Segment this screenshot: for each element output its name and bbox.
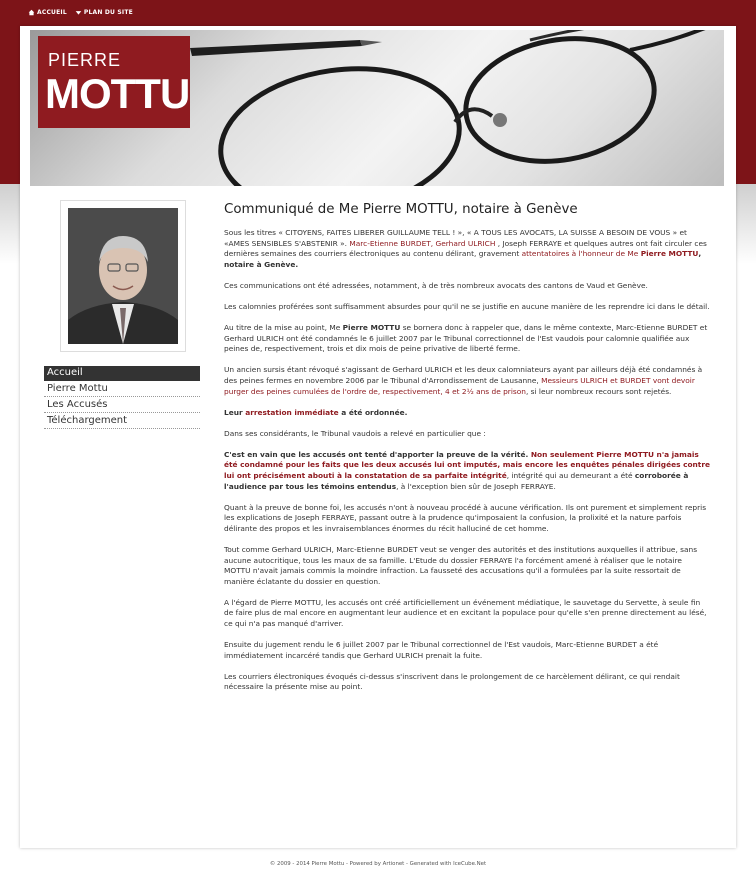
- menu-item-accueil[interactable]: Accueil: [44, 366, 200, 381]
- paragraph-3: Les calomnies proférées sont suffisamment absurdes pour qu'il ne se justifie en aucune manière de les reprendre ici dans le détail.: [224, 301, 710, 311]
- text: C'est en vain que les accusés ont tenté d'apporter la preuve de la vérité.: [224, 449, 531, 459]
- name-highlight: Pierre MOTTU: [342, 323, 401, 333]
- portrait-photo: [68, 208, 178, 344]
- site-logo[interactable]: [38, 36, 190, 128]
- home-icon: [28, 9, 35, 16]
- home-link-label: ACCUEIL: [37, 8, 67, 16]
- paragraph-8: [224, 450, 710, 492]
- top-navigation: [28, 6, 133, 18]
- paragraph-10: Tout comme Gerhard ULRICH, Marc-Etienne BURDET veut se venger des autorités et des institutions auxquelles il attribue, sans aucune autocritique, tous les maux de sa famille. L'Etude du dossier FERRAYE l'a forcément amené à réaliser que le notaire MOTTU n'avait jamais commis la moindre infraction. La fausseté des accusations qu'il a formulées par la suite ressortait de manière éclatante du dossier en question.: [224, 544, 698, 586]
- name-highlight: Pierre MOTTU: [640, 249, 699, 259]
- header-banner: [30, 30, 724, 186]
- sitemap-icon: [75, 9, 82, 16]
- witness-highlight: corroborée à l'audience par tous les témoins entendus: [224, 471, 689, 491]
- home-link[interactable]: [28, 9, 67, 16]
- paragraph-6: [224, 408, 710, 419]
- honour-link[interactable]: attentatoires à l'honneur de Me: [521, 249, 641, 259]
- text: , si leur nombreux recours sont rejetés.: [525, 386, 672, 396]
- text: , notaire à Genève.: [224, 249, 702, 269]
- integrity-highlight: Non seulement Pierre MOTTU n'a jamais été condamné pour les faits que les deux accusés lui ont imputés, mais encore les enquêtes pénales dirigées contre lui ont précisément abouti à la constatation de sa parfaite intégrité: [224, 449, 710, 480]
- portrait-frame: [60, 200, 186, 352]
- footer: © 2009 - 2014 Pierre Mottu - Powered by Artionet - Generated with IceCube.Net: [269, 861, 487, 867]
- text: se bornera donc à rappeler que, dans le même contexte, Marc-Etienne BURDET et Gerhard ULRICH ont été condamnés le 6 juillet 2007 par le Tribunal correctionnel de l'Est vaudois pour calomnie qualifiée aux peines de, respectivement, trois et dix mois de peine privative de liberté ferme.: [224, 323, 708, 354]
- article: [224, 202, 710, 704]
- arrest-link[interactable]: arrestation immédiate: [245, 407, 339, 417]
- paragraph-4: [224, 323, 710, 355]
- paragraph-7: Dans ses considérants, le Tribunal vaudois a relevé en particulier que :: [224, 428, 486, 438]
- logo-first-name: PIERRE: [48, 50, 122, 70]
- accused-link[interactable]: Marc-Etienne BURDET, Gerhard ULRICH: [349, 238, 496, 248]
- text: a été ordonnée.: [338, 407, 408, 417]
- page-container: [20, 26, 736, 848]
- paragraph-9: Quant à la preuve de bonne foi, les accusés n'ont à nouveau procédé à aucune vérification. Ils ont purement et simplement repris les explications de Joseph FERRAYE, passant outre à la prudence qu'imposaient la confusion, la prolixité et la nature parfois délirante des propos et les invraisemblances énormes du récit halluciné de cet homme.: [224, 502, 707, 533]
- sentence-link[interactable]: Messieurs ULRICH et BURDET vont devoir purger des peines cumulées de l'ordre de, respectivement, 4 et 2½ ans de prison: [224, 375, 695, 396]
- paragraph-1: [224, 228, 710, 270]
- menu-item-les-accuses[interactable]: Les Accusés: [44, 398, 200, 413]
- text: Un ancien sursis étant révoqué s'agissant de Gerhard ULRICH et les deux calomniateurs ayant par ailleurs déjà été condamnés à des peines fermes en novembre 2006 par le Tribunal d'Arrondissement de Lausanne,: [224, 365, 703, 385]
- menu-item-telechargement[interactable]: Téléchargement: [44, 414, 200, 429]
- text: , intégrité qui au demeurant a été: [506, 471, 635, 480]
- text: , Joseph FERRAYE et quelques autres ont fait circuler ces dernières semaines des courriers électroniques au contenu délirant, gravement: [224, 238, 707, 259]
- paragraph-5: [224, 365, 710, 397]
- portrait-illustration: [68, 208, 178, 344]
- text: Au titre de la mise au point, Me: [224, 323, 343, 333]
- text: , à l'exception bien sûr de Joseph FERRAYE.: [396, 481, 556, 491]
- logo-last-name: MOTTU: [45, 70, 190, 117]
- paragraph-12: Ensuite du jugement rendu le 6 juillet 2007 par le Tribunal correctionnel de l'Est vaudois, Marc-Etienne BURDET a été immédiatement incarcéré tandis que Gerhard ULRICH prenait la fuite.: [224, 640, 659, 660]
- text: Sous les titres « CITOYENS, FAITES LIBERER GUILLAUME TELL ! », « A TOUS LES AVOCATS, LA SUISSE A BESOIN DE VOUS » et «AMES SENSIBLES S'ABSTENIR ».: [224, 228, 687, 248]
- sidebar-menu: [44, 366, 200, 430]
- sitemap-link[interactable]: [75, 9, 133, 16]
- paragraph-11: A l'égard de Pierre MOTTU, les accusés ont créé artificiellement un événement médiatique, le sauvetage du Servette, à seule fin de faire plus de mal encore en augmentant leur audience et en excitant la populace pour qu'elle s'en prenne directement au lésé, ce qui n'a pas manqué d'arriver.: [224, 597, 707, 629]
- sitemap-link-label: PLAN DU SITE: [83, 8, 133, 16]
- text: Leur: [224, 407, 246, 417]
- menu-item-pierre-mottu[interactable]: Pierre Mottu: [44, 382, 200, 397]
- paragraph-2: Ces communications ont été adressées, notamment, à de très nombreux avocats des cantons de Vaud et Genève.: [224, 280, 648, 290]
- paragraph-13: Les courriers électroniques évoqués ci-dessus s'inscrivent dans le prolongement de ce harcèlement délirant, ce qui rendait nécessaire la présente mise au point.: [224, 671, 680, 692]
- page-title: Communiqué de Me Pierre MOTTU, notaire à Genève: [224, 202, 578, 217]
